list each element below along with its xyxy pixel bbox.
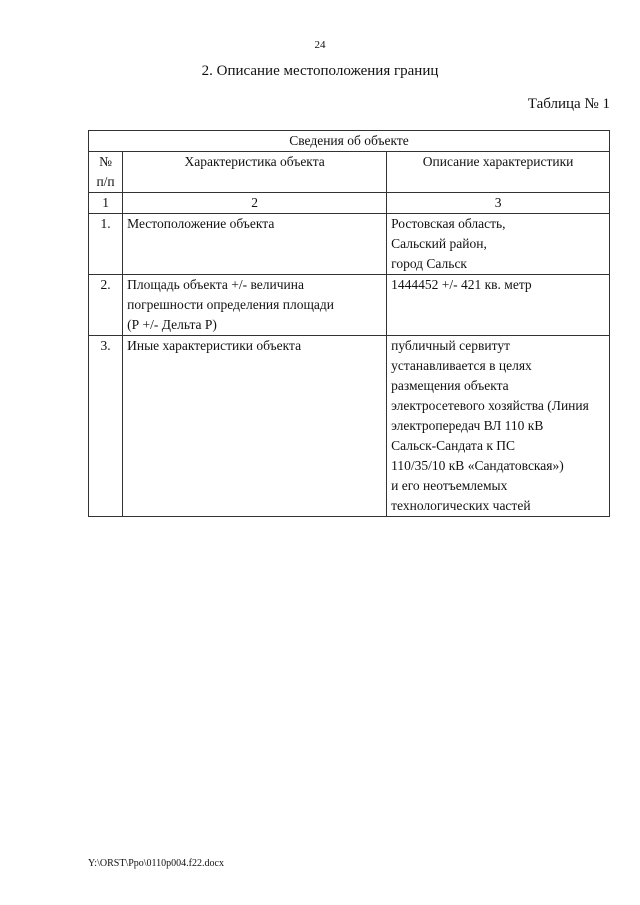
table-header-row: [89, 152, 610, 193]
text-line: Ростовская область,: [391, 216, 506, 231]
table-label: Таблица № 1: [527, 96, 610, 112]
text-line: размещения объекта: [391, 378, 509, 393]
row-description: [387, 214, 610, 275]
object-info-table: [88, 130, 610, 517]
text-line: электропередач ВЛ 110 кВ: [391, 418, 544, 433]
text-line: публичный сервитут: [391, 338, 510, 353]
row-num: 2.: [89, 275, 123, 336]
text-line: погрешности определения площади: [127, 297, 334, 312]
footer-file-path: Y:\ORST\Ppo\0110p004.f22.docx: [88, 858, 224, 869]
table-title-row: [89, 131, 610, 152]
header-num-line1: №: [99, 154, 112, 169]
row-description: [387, 336, 610, 517]
text-line: Сальский район,: [391, 236, 487, 251]
text-line: 110/35/10 кВ «Сандатовская»): [391, 458, 564, 473]
col-number-1: 1: [89, 193, 123, 214]
header-description: Описание характеристики: [387, 152, 610, 193]
row-num: 3.: [89, 336, 123, 517]
col-number-2: 2: [123, 193, 387, 214]
table-row: [89, 214, 610, 275]
section-heading: 2. Описание местоположения границ: [201, 63, 439, 79]
table-row: [89, 336, 610, 517]
text-line: Местоположение объекта: [127, 216, 275, 231]
page-number: 24: [314, 39, 326, 51]
text-line: (Р +/- Дельта Р): [127, 317, 217, 332]
text-line: 1444452 +/- 421 кв. метр: [391, 277, 532, 292]
row-description: [387, 275, 610, 336]
text-line: устанавливается в целях: [391, 358, 532, 373]
header-num-line2: п/п: [96, 174, 115, 189]
table-row: [89, 275, 610, 336]
text-line: Иные характеристики объекта: [127, 338, 302, 353]
header-num: [89, 152, 123, 193]
text-line: Площадь объекта +/- величина: [127, 277, 304, 292]
text-line: город Сальск: [391, 256, 467, 271]
header-characteristic: Характеристика объекта: [123, 152, 387, 193]
row-characteristic: [123, 214, 387, 275]
column-numbers-row: [89, 193, 610, 214]
table-title: Сведения об объекте: [89, 131, 610, 152]
row-characteristic: [123, 336, 387, 517]
row-num: 1.: [89, 214, 123, 275]
text-line: технологических частей: [391, 498, 531, 513]
text-line: электросетевого хозяйства (Линия: [391, 398, 589, 413]
text-line: и его неотъемлемых: [391, 478, 508, 493]
text-line: Сальск-Сандата к ПС: [391, 438, 516, 453]
row-characteristic: [123, 275, 387, 336]
col-number-3: 3: [387, 193, 610, 214]
